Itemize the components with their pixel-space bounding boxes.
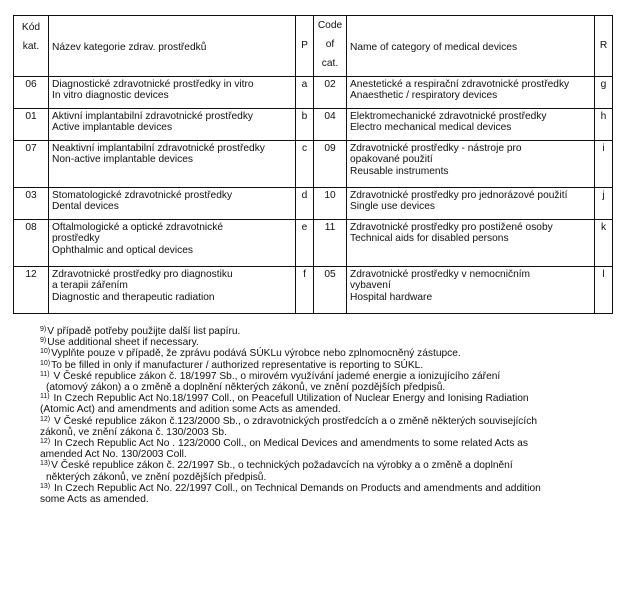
category-name-line: Oftalmologické a optické zdravotnické (52, 222, 224, 233)
footnote-line (40, 371, 620, 382)
footnote-text: some Acts as amended. (40, 494, 149, 506)
right-category-name (347, 188, 595, 220)
footnote-line (40, 494, 620, 505)
header-code-cz-line: kat. (22, 41, 40, 52)
footnote-mark: 12) (40, 415, 51, 423)
left-category-name (49, 220, 296, 267)
footnote-mark: 10) (40, 359, 51, 367)
r-letter: k (595, 220, 613, 267)
header-code-cz-line: Kód (21, 22, 41, 33)
right-category-name (347, 77, 595, 109)
right-category-name (347, 141, 595, 188)
category-name-line: Active implantable devices (52, 122, 173, 134)
footnote-text: amended Act No. 130/2003 Coll. (40, 449, 187, 461)
category-name-line: Zdravotnické prostředky pro diagnostiku (52, 269, 233, 280)
category-name-line: Diagnostické zdravotnické prostředky in vitro (52, 79, 254, 90)
footnote-text: V případě potřeby použijte další list papíru. (47, 326, 241, 337)
table-header-row (14, 16, 613, 77)
table-row (14, 220, 613, 267)
left-category-code: 06 (14, 77, 49, 109)
category-name-line: Anaesthetic / respiratory devices (350, 90, 498, 102)
footnote-text: To be filled in only if manufacturer / authorized representative is reporting to SÚKL. (51, 359, 424, 371)
header-code-cz (14, 16, 49, 77)
category-name-line: Hospital hardware (350, 291, 433, 303)
header-p-text: P (301, 40, 308, 52)
footnote-line (40, 460, 620, 471)
right-category-code: 09 (314, 141, 347, 188)
footnote-mark: 13) (40, 482, 51, 490)
footnote-text: V České republice zákon č. 22/1997 Sb., o technických požadavcích na výrobky a o změně a doplnění (51, 460, 513, 472)
footnote-line (40, 348, 620, 359)
p-letter: a (296, 77, 314, 109)
header-name-cz (49, 16, 296, 77)
category-name-line: Zdravotnické prostředky - nástroje pro (350, 143, 522, 154)
table-row (14, 77, 613, 109)
footnote-line (40, 360, 620, 371)
r-letter: l (595, 267, 613, 314)
footnote-line (40, 326, 620, 337)
category-name-line: Zdravotnické prostředky pro postižené osoby (350, 222, 553, 233)
category-name-line: Zdravotnické prostředky v nemocničním (350, 269, 531, 280)
left-category-code: 03 (14, 188, 49, 220)
header-code-en-line: of (325, 39, 335, 50)
footnote-line (40, 337, 620, 348)
footnote-text: některých zákonů, ve znění pozdějších předpisů. (46, 471, 267, 483)
left-category-name (49, 77, 296, 109)
category-name-line: In vitro diagnostic devices (52, 90, 169, 102)
footnote-line (40, 404, 620, 415)
footnote-line (40, 416, 620, 427)
category-name-line: Diagnostic and therapeutic radiation (52, 291, 215, 303)
left-category-code: 08 (14, 220, 49, 267)
header-r (595, 16, 613, 77)
category-name-line: Anestetické a respirační zdravotnické prostředky (350, 79, 570, 90)
category-name-line: Electro mechanical medical devices (350, 122, 512, 134)
footnotes (40, 326, 620, 505)
right-category-code: 05 (314, 267, 347, 314)
r-letter: i (595, 141, 613, 188)
footnote-text: In Czech Republic Act No . 123/2000 Coll., on Medical Devices and amendments to some related Acts as (51, 438, 528, 450)
category-name-line: opakované použití (350, 154, 433, 166)
right-category-name (347, 220, 595, 267)
left-category-code: 12 (14, 267, 49, 314)
category-name-line: a terapii zářením (52, 280, 128, 292)
left-category-name (49, 267, 296, 314)
header-name-en (347, 16, 595, 77)
p-letter: e (296, 220, 314, 267)
p-letter: c (296, 141, 314, 188)
footnote-line (40, 483, 620, 494)
footnote-text: Use additional sheet if necessary. (47, 337, 199, 349)
right-category-code: 10 (314, 188, 347, 220)
table-row (14, 109, 613, 141)
category-name-line: Reusable instruments (350, 165, 449, 177)
footnote-line (40, 472, 620, 483)
category-name-line: Non-active implantable devices (52, 154, 193, 166)
category-name-line: Dental devices (52, 201, 119, 213)
footnote-text: In Czech Republic Act No.18/1997 Coll., on Peacefull Utilization of Nuclear Energy and Ionising Radiation (50, 393, 529, 405)
left-category-name (49, 141, 296, 188)
p-letter: d (296, 188, 314, 220)
right-category-name (347, 267, 595, 314)
header-r-text: R (599, 40, 608, 52)
table-row (14, 188, 613, 220)
category-name-line: Ophthalmic and optical devices (52, 244, 194, 256)
table-row (14, 267, 613, 314)
category-name-line: Technical aids for disabled persons (350, 233, 509, 245)
p-letter: f (296, 267, 314, 314)
right-category-code: 04 (314, 109, 347, 141)
right-category-code: 02 (314, 77, 347, 109)
footnote-line (40, 382, 620, 393)
footnote-text: V České republice zákon č. 18/1997 Sb., o mirovém využívání jademé energie a ionizujícího záření (50, 370, 501, 382)
footnote-line (40, 427, 620, 438)
r-letter: h (595, 109, 613, 141)
footnote-line (40, 438, 620, 449)
header-p (296, 16, 314, 77)
footnote-mark: 11) (40, 393, 50, 401)
category-name-line: Single use devices (350, 201, 435, 213)
header-name-en-text: Name of category of medical devices (350, 41, 518, 53)
category-name-line: prostředky (52, 233, 100, 245)
header-code-en (314, 16, 347, 77)
footnote-mark: 9) (40, 337, 47, 345)
footnote-text: (atomový zákon) a o změně a doplnění některých zákonů, ve znění pozdějších předpisů. (46, 382, 446, 394)
footnote-line (40, 393, 620, 404)
r-letter: j (595, 188, 613, 220)
footnote-mark: 13) (40, 460, 51, 468)
left-category-name (49, 188, 296, 220)
footnote-mark: 11) (40, 370, 50, 378)
category-name-line: Stomatologické zdravotnické prostředky (52, 190, 233, 201)
table-row (14, 141, 613, 188)
footnote-line (40, 449, 620, 460)
category-name-line: Neaktivní implantabilní zdravotnické prostředky (52, 143, 265, 154)
category-name-line: Aktivní implantabilní zdravotnické prostředky (52, 111, 254, 122)
category-table (13, 15, 613, 314)
header-code-en-line: cat. (321, 58, 339, 69)
footnote-mark: 10) (40, 348, 51, 356)
footnote-text: zákonů, ve znění zákona č. 130/2003 Sb. (40, 426, 227, 438)
left-category-code: 07 (14, 141, 49, 188)
footnote-text: V České republice zákon č.123/2000 Sb., o zdravotnických prostředcích a o změně některých souvisejících (51, 415, 537, 427)
p-letter: b (296, 109, 314, 141)
right-category-name (347, 109, 595, 141)
header-code-en-line: Code (317, 20, 343, 31)
footnote-mark: 9) (40, 326, 47, 333)
footnote-text: In Czech Republic Act No. 22/1997 Coll., on Technical Demands on Products and amendments and addition (51, 482, 541, 494)
footnote-text: Vyplňte pouze v případě, že zprávu podává SÚKLu výrobce nebo zplnomocněný zástupce. (51, 348, 461, 360)
right-category-code: 11 (314, 220, 347, 267)
category-name-line: Elektromechanické zdravotnické prostředky (350, 111, 547, 122)
footnote-mark: 12) (40, 438, 51, 446)
category-name-line: Zdravotnické prostředky pro jednorázové použití (350, 190, 568, 201)
category-name-line: vybavení (350, 280, 391, 292)
header-name-cz-text: Název kategorie zdrav. prostředků (52, 41, 207, 53)
left-category-code: 01 (14, 109, 49, 141)
footnote-text: (Atomic Act) and amendments and adition some Acts as amended. (40, 404, 341, 416)
r-letter: g (595, 77, 613, 109)
left-category-name (49, 109, 296, 141)
